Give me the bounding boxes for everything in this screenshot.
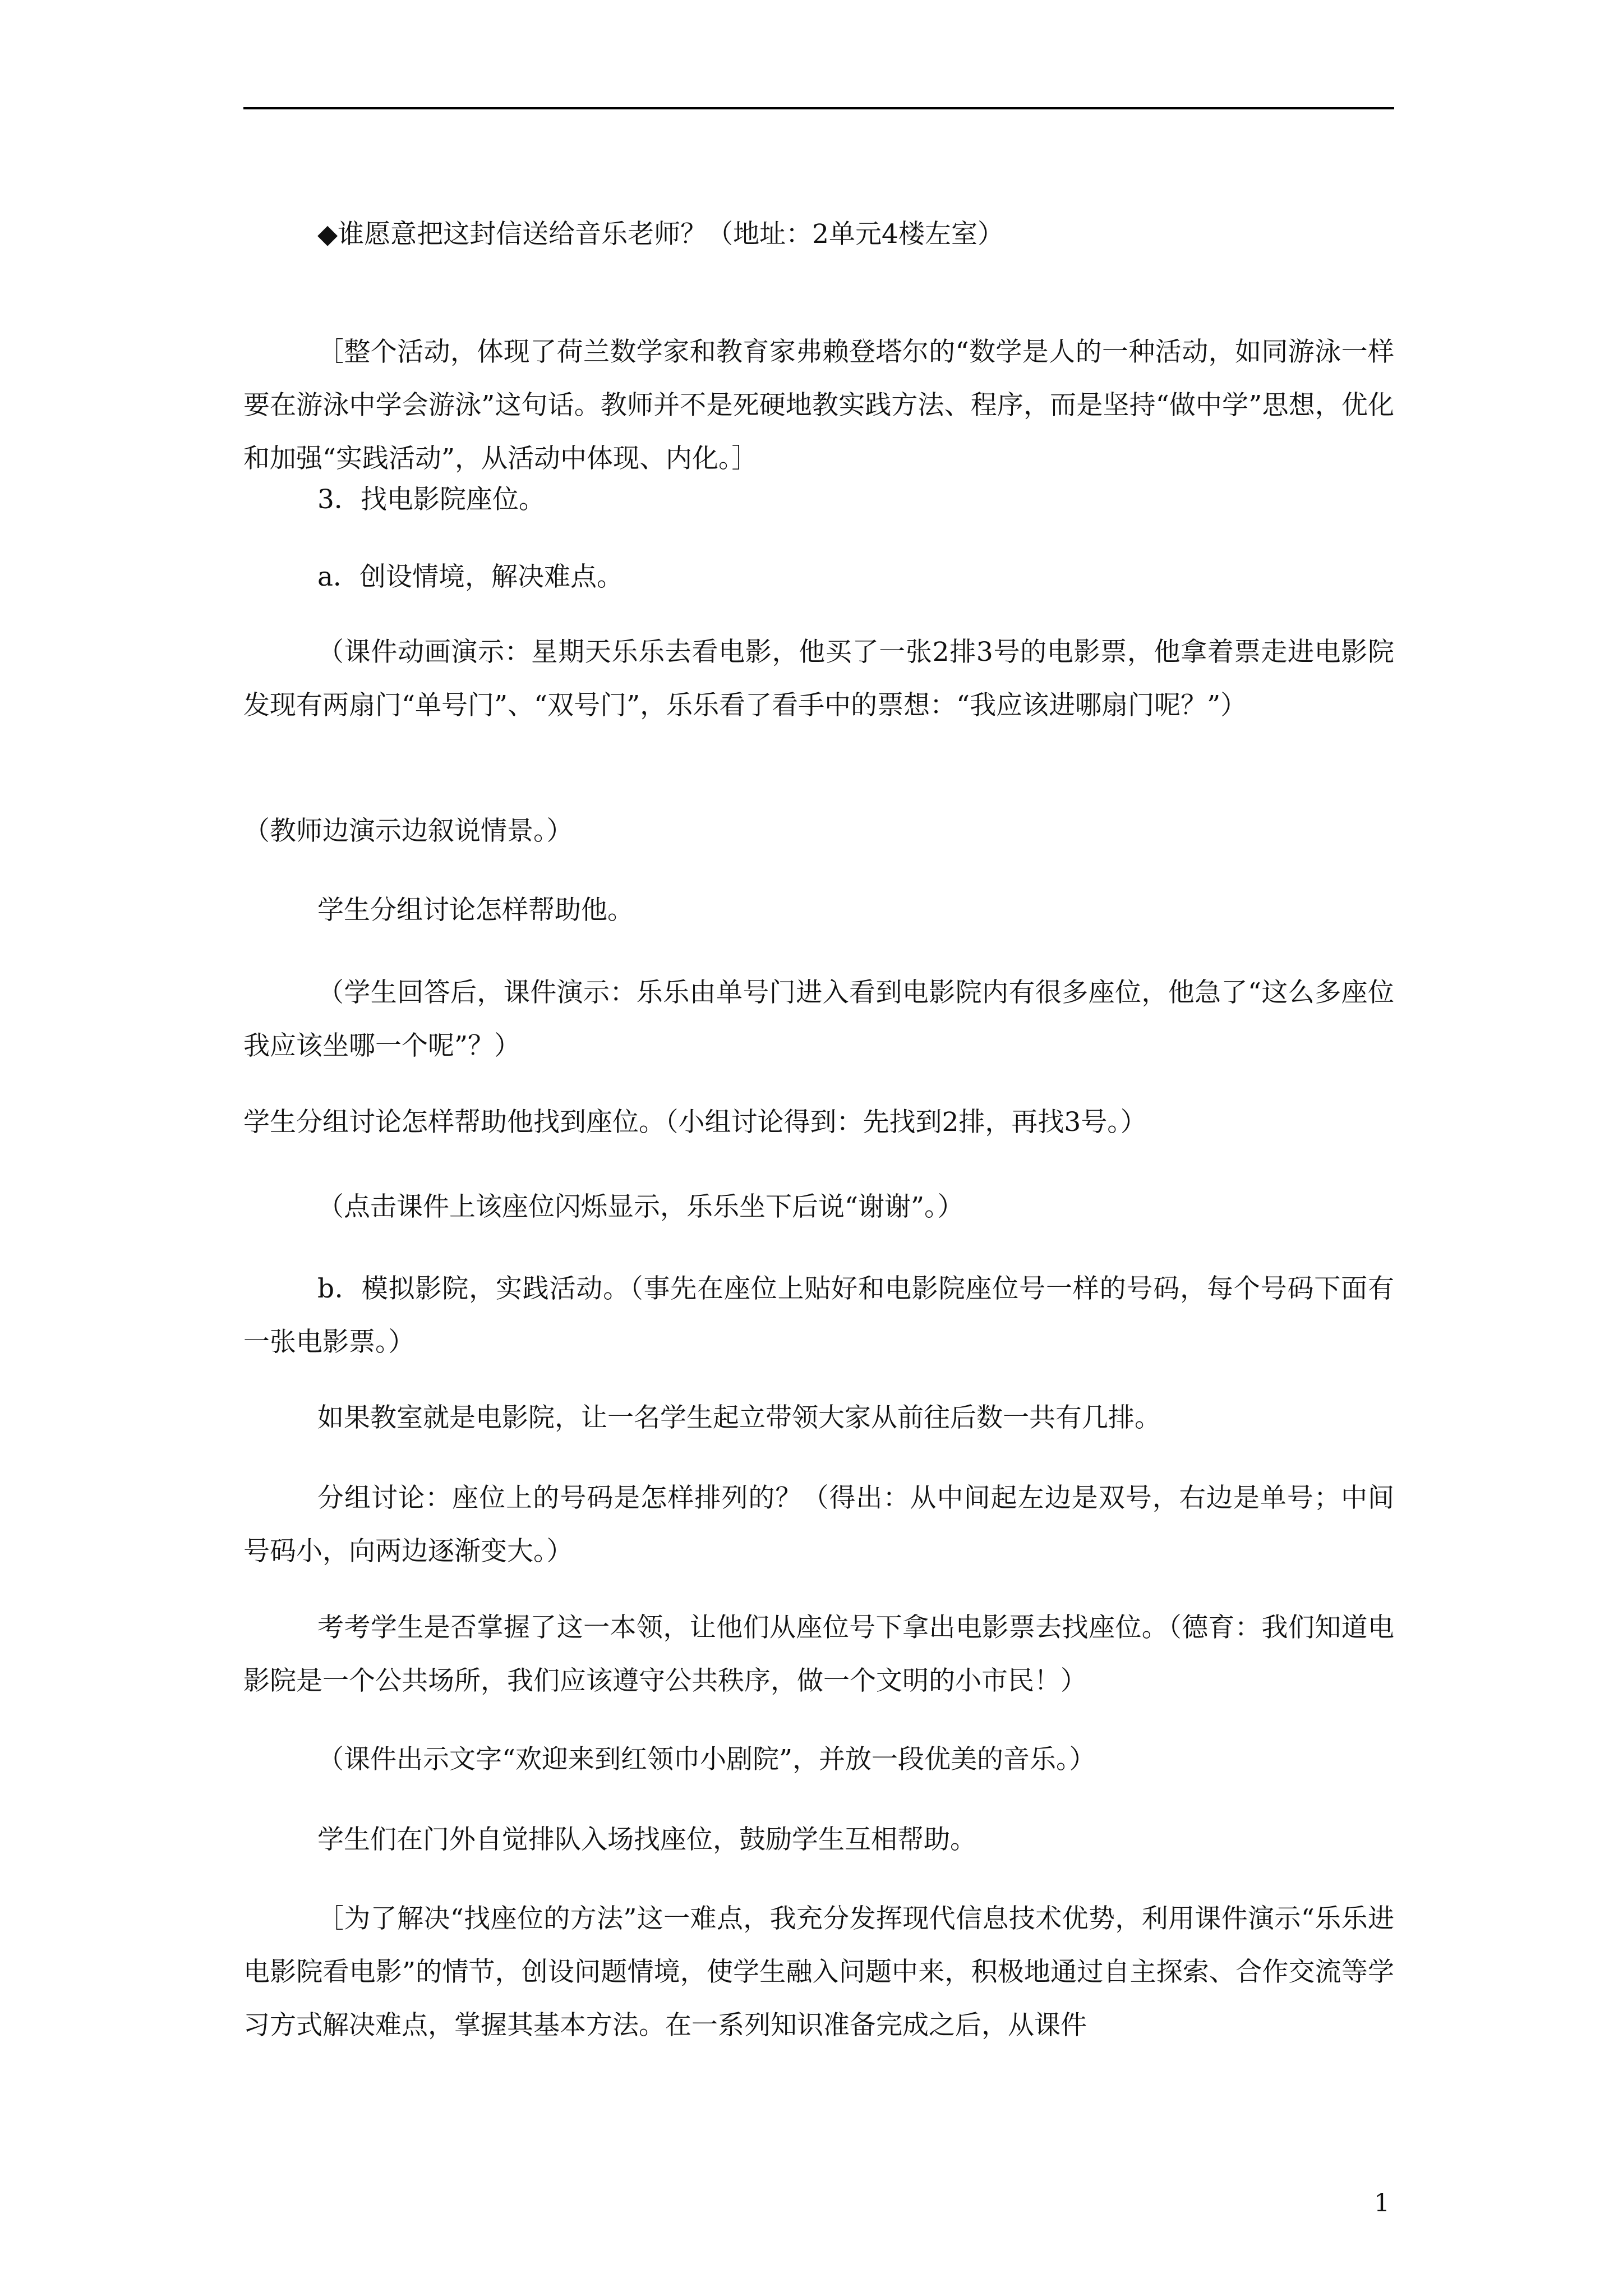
page-number: 1 <box>1374 2189 1390 2217</box>
paragraph-click-courseware: （点击课件上该座位闪烁显示，乐乐坐下后说“谢谢”。） <box>317 1191 964 1222</box>
paragraph-test-students: 考考学生是否掌握了这一本领，让他们从座位号下拿出电影票去找座位。（德育：我们知道电影院是一个公共场所，我们应该遵守公共秩序，做一个文明的小市民！） <box>243 1612 1394 1696</box>
paragraph-classroom-cinema: 如果教室就是电影院，让一名学生起立带领大家从前往后数一共有几排。 <box>317 1402 1161 1433</box>
paragraph-group-discussion: 学生分组讨论怎样帮助他。 <box>317 895 634 926</box>
header-rule <box>243 107 1394 109</box>
paragraph-welcome-text: （课件出示文字“欢迎来到红领巾小剧院”，并放一段优美的音乐。） <box>317 1744 1096 1775</box>
paragraph-section-3-heading: 3．找电影院座位。 <box>317 484 545 515</box>
paragraph-teacher-narration: （教师边演示边叙说情景。） <box>243 816 573 846</box>
paragraph-step-a-heading: a．创设情境，解决难点。 <box>317 562 624 592</box>
paragraph-seat-numbering: 分组讨论：座位上的号码是怎样排列的？（得出：从中间起左边是双号，右边是单号；中间号码小，向两边逐渐变大。） <box>243 1483 1394 1567</box>
paragraph-reflection: ［为了解决“找座位的方法”这一难点，我充分发挥现代信息技术优势，利用课件演示“乐乐进电影院看电影”的情节，创设问题情境，使学生融入问题中来，积极地通过自主探索、合作交流等学习方式解决难点，掌握其基本方法。在一系列知识准备完成之后，从课件 <box>243 1903 1394 2041</box>
paragraph-student-answer: （学生回答后，课件演示：乐乐由单号门进入看到电影院内有很多座位，他急了“这么多座位我应该坐哪一个呢”？） <box>243 977 1394 1061</box>
paragraph-courseware-animation: （课件动画演示：星期天乐乐去看电影，他买了一张2排3号的电影票，他拿着票走进电影院发现有两扇门“单号门”、“双号门”，乐乐看了看手中的票想：“我应该进哪扇门呢？”） <box>243 637 1394 721</box>
paragraph-letter-delivery: ◆谁愿意把这封信送给音乐老师？（地址：2单元4楼左室） <box>317 219 1004 250</box>
paragraph-activity-commentary: ［整个活动，体现了荷兰数学家和教育家弗赖登塔尔的“数学是人的一种活动，如同游泳一样要在游泳中学会游泳”这句话。教师并不是死硬地教实践方法、程序，而是坚持“做中学”思想，优化和加强“实践活动”，从活动中体现、内化。］ <box>243 337 1394 474</box>
paragraph-find-seat: 学生分组讨论怎样帮助他找到座位。（小组讨论得到：先找到2排，再找3号。） <box>243 1107 1147 1138</box>
paragraph-step-b-simulation: b．模拟影院，实践活动。（事先在座位上贴好和电影院座位号一样的号码，每个号码下面有一张电影票。） <box>243 1273 1394 1358</box>
paragraph-queue-entry: 学生们在门外自觉排队入场找座位，鼓励学生互相帮助。 <box>317 1824 976 1855</box>
